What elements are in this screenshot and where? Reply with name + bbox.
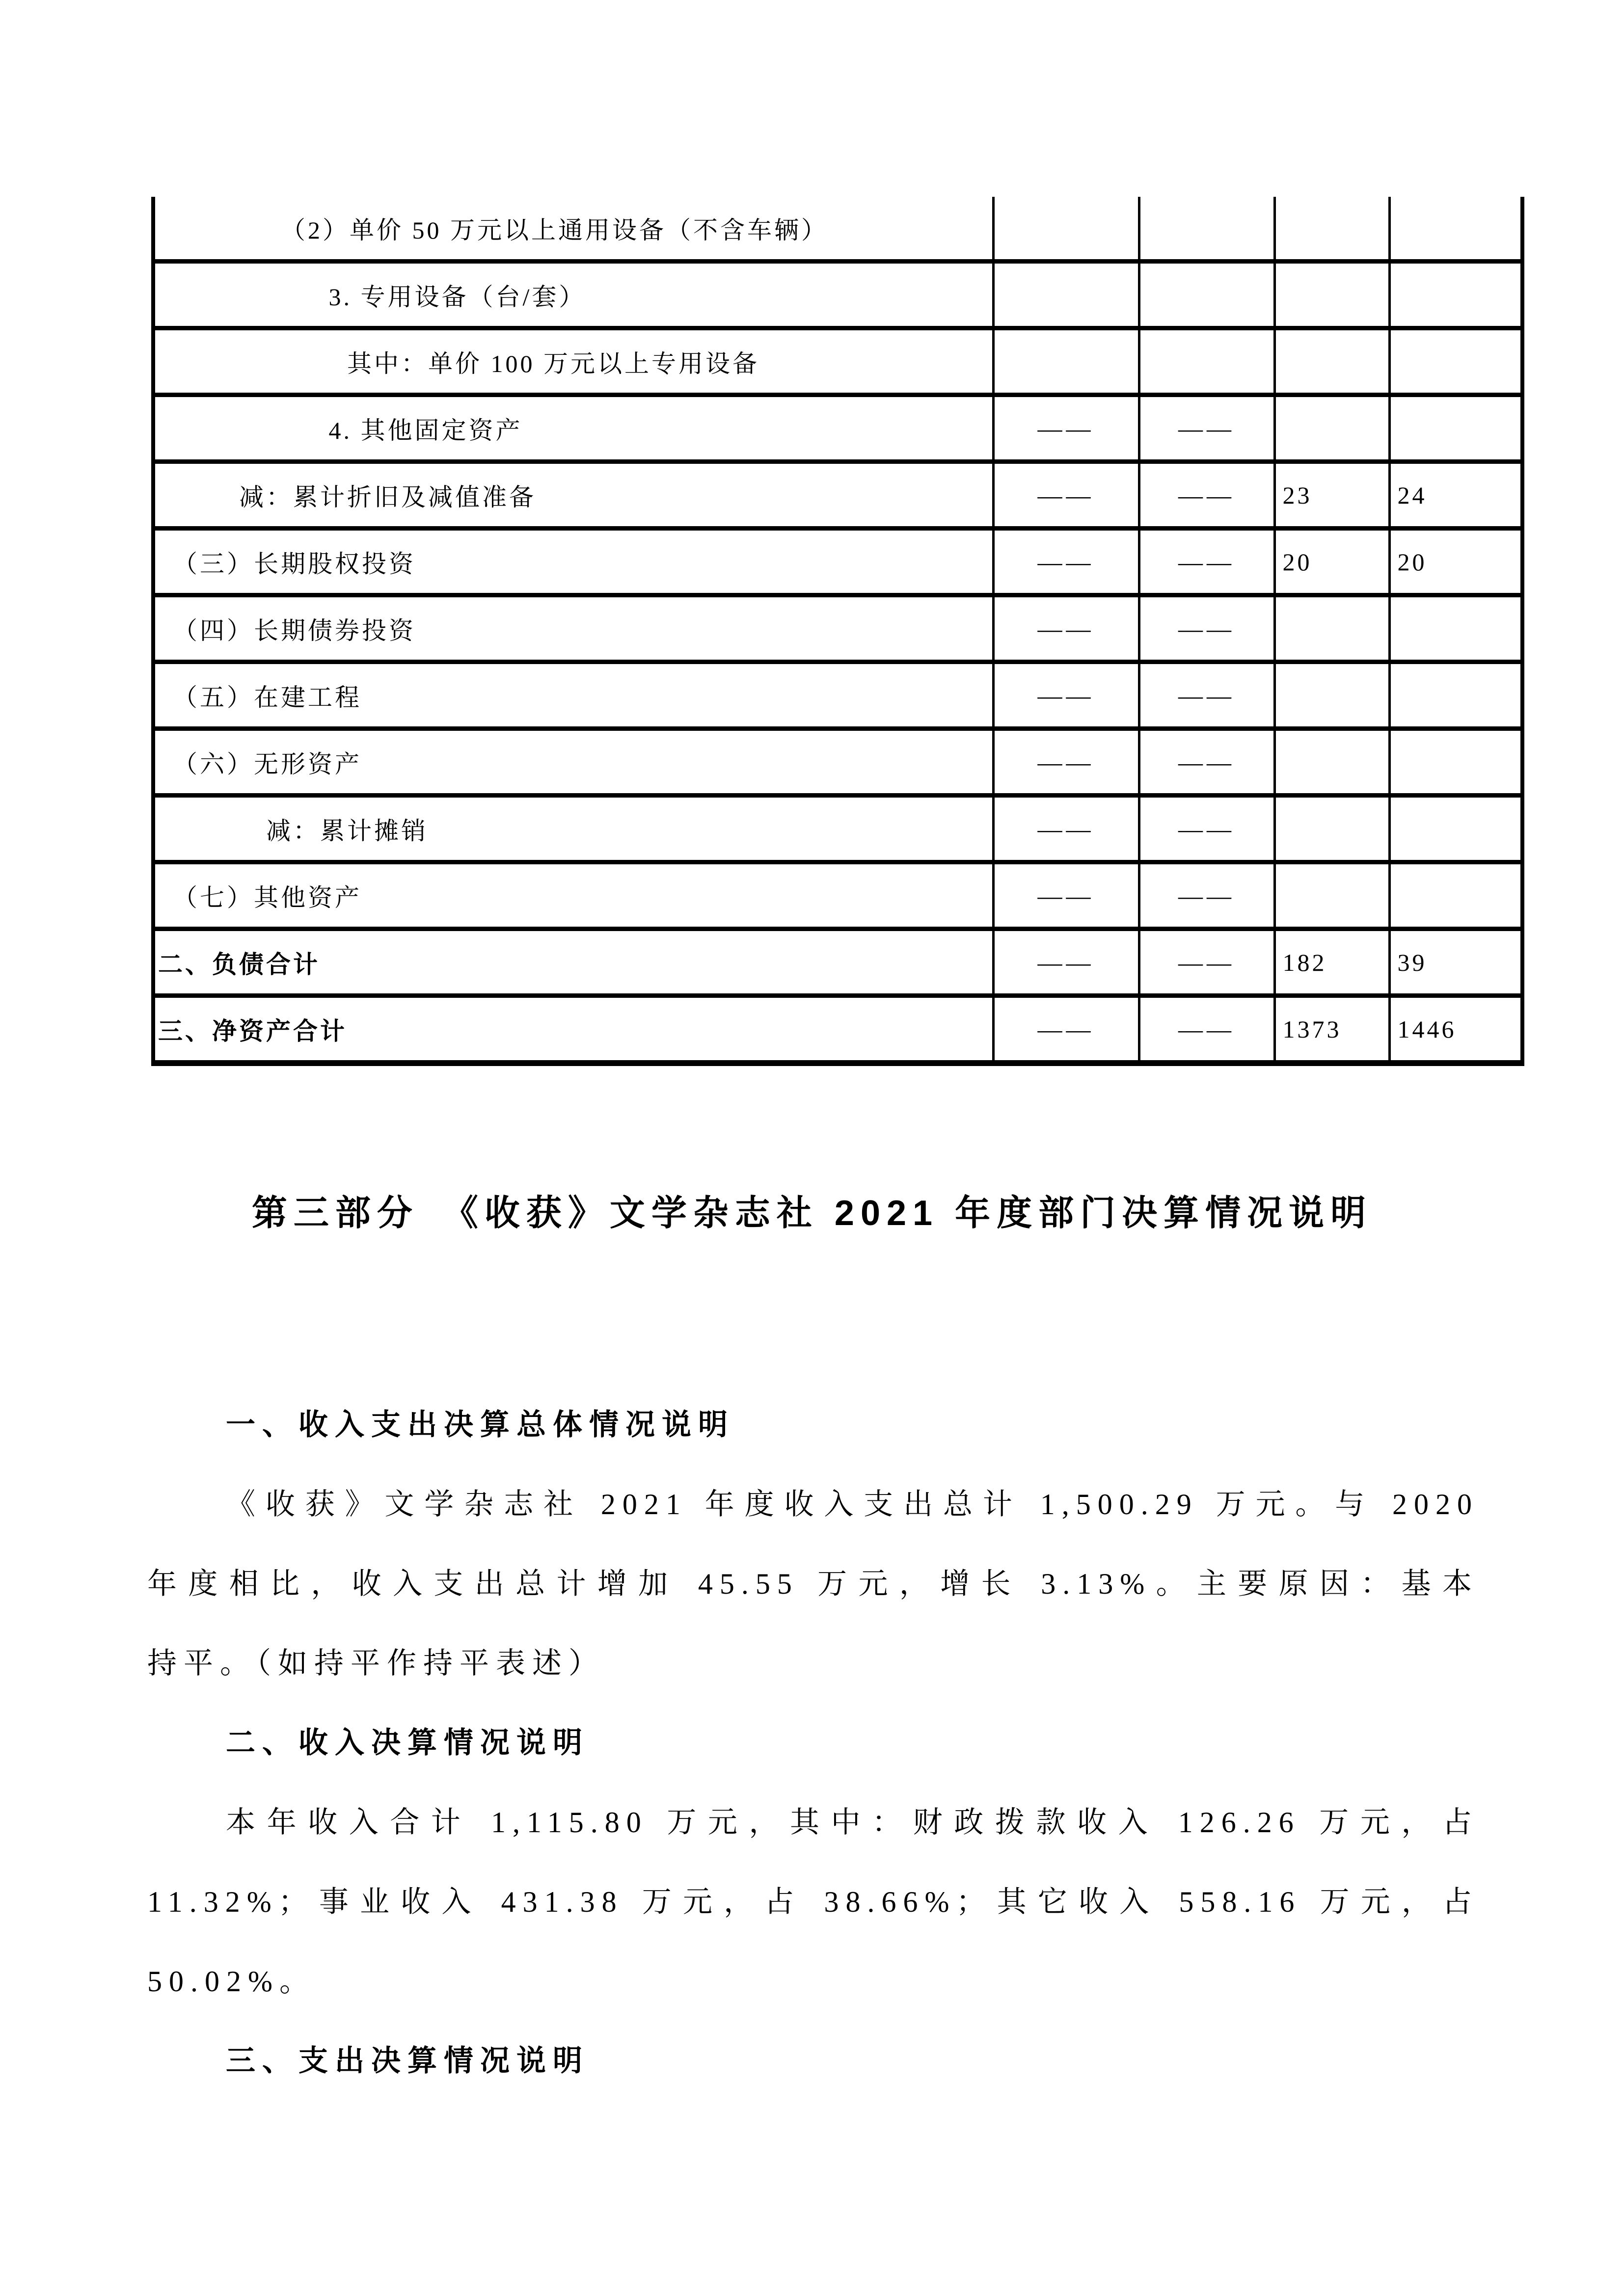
value-cell <box>1389 862 1522 929</box>
value-cell: —— <box>993 529 1139 595</box>
row-label-cell: （七）其他资产 <box>153 862 993 929</box>
value-cell: —— <box>993 862 1139 929</box>
value-cell: —— <box>993 729 1139 796</box>
value-cell <box>993 328 1139 395</box>
value-cell: —— <box>1139 796 1274 862</box>
value-cell <box>993 262 1139 328</box>
balance-sheet-table <box>151 197 1524 1066</box>
value-cell: —— <box>993 796 1139 862</box>
table-row <box>153 328 1522 395</box>
value-cell: —— <box>1139 662 1274 729</box>
value-cell: —— <box>993 395 1139 462</box>
value-cell <box>1274 395 1389 462</box>
value-cell <box>1389 662 1522 729</box>
row-label-cell: 4. 其他固定资产 <box>153 395 993 462</box>
value-cell <box>1274 262 1389 328</box>
value-cell <box>1389 595 1522 662</box>
value-cell: —— <box>1139 929 1274 996</box>
value-cell: 20 <box>1389 529 1522 595</box>
table-row <box>153 662 1522 729</box>
value-cell: —— <box>1139 595 1274 662</box>
value-cell: 39 <box>1389 929 1522 996</box>
value-cell <box>1274 328 1389 395</box>
value-cell <box>1389 197 1522 262</box>
body-line: 50.02%。 <box>147 1965 316 1998</box>
value-cell <box>1389 729 1522 796</box>
value-cell <box>1274 862 1389 929</box>
row-label-cell: 3. 专用设备（台/套） <box>153 262 993 328</box>
row-label-cell: 减：累计摊销 <box>153 796 993 862</box>
section-heading: 二、收入决算情况说明 <box>226 1727 589 1759</box>
balance-sheet-body <box>153 197 1522 1063</box>
body-line: 本年收入合计 1,115.80 万元，其中：财政拨款收入 126.26 万元，占 <box>226 1806 1479 1839</box>
table-row <box>153 729 1522 796</box>
value-cell <box>1274 796 1389 862</box>
row-label-cell: （六）无形资产 <box>153 729 993 796</box>
value-cell: —— <box>1139 395 1274 462</box>
table-row <box>153 529 1522 595</box>
row-label-cell: 三、净资产合计 <box>153 996 993 1064</box>
table-row <box>153 595 1522 662</box>
part3-title: 第三部分 《收获》文学杂志社 2021 年度部门决算情况说明 <box>251 1194 1373 1233</box>
row-label-cell: （三）长期股权投资 <box>153 529 993 595</box>
table-row <box>153 996 1522 1064</box>
section-heading: 一、收入支出决算总体情况说明 <box>226 1409 734 1441</box>
value-cell: —— <box>1139 996 1274 1064</box>
row-label-cell: （2）单价 50 万元以上通用设备（不含车辆） <box>153 197 993 262</box>
value-cell <box>1274 595 1389 662</box>
value-cell <box>1139 197 1274 262</box>
row-label-cell: 二、负债合计 <box>153 929 993 996</box>
value-cell: 1373 <box>1274 996 1389 1064</box>
value-cell: —— <box>993 996 1139 1064</box>
value-cell <box>1274 662 1389 729</box>
value-cell: —— <box>993 595 1139 662</box>
body-line: 《收获》文学杂志社 2021 年度收入支出总计 1,500.29 万元。与 2020 <box>226 1488 1479 1521</box>
value-cell <box>1389 796 1522 862</box>
value-cell <box>1389 262 1522 328</box>
value-cell: —— <box>993 662 1139 729</box>
value-cell: —— <box>1139 729 1274 796</box>
value-cell: —— <box>1139 529 1274 595</box>
table-row <box>153 796 1522 862</box>
body-line: 持平。（如持平作持平表述） <box>147 1647 605 1680</box>
table-row <box>153 862 1522 929</box>
value-cell: 24 <box>1389 462 1522 529</box>
value-cell: 1446 <box>1389 996 1522 1064</box>
section-heading: 三、支出决算情况说明 <box>226 2045 589 2077</box>
row-label-cell: 其中：单价 100 万元以上专用设备 <box>153 328 993 395</box>
value-cell: —— <box>1139 862 1274 929</box>
table-row <box>153 929 1522 996</box>
row-label-cell: （四）长期债券投资 <box>153 595 993 662</box>
value-cell: —— <box>993 929 1139 996</box>
body-line: 11.32%；事业收入 431.38 万元，占 38.66%；其它收入 558.16 万元，占 <box>147 1886 1479 1918</box>
value-cell: 182 <box>1274 929 1389 996</box>
table-row <box>153 262 1522 328</box>
value-cell <box>1139 262 1274 328</box>
table-row <box>153 462 1522 529</box>
value-cell <box>993 197 1139 262</box>
value-cell: 20 <box>1274 529 1389 595</box>
value-cell <box>1389 328 1522 395</box>
table-row <box>153 197 1522 262</box>
value-cell <box>1389 395 1522 462</box>
report-text <box>147 1385 1479 2101</box>
value-cell <box>1274 197 1389 262</box>
value-cell <box>1139 328 1274 395</box>
value-cell: 23 <box>1274 462 1389 529</box>
row-label-cell: （五）在建工程 <box>153 662 993 729</box>
table-row <box>153 395 1522 462</box>
row-label-cell: 减：累计折旧及减值准备 <box>153 462 993 529</box>
value-cell: —— <box>1139 462 1274 529</box>
value-cell <box>1274 729 1389 796</box>
body-line: 年度相比，收入支出总计增加 45.55 万元，增长 3.13%。主要原因：基本 <box>147 1568 1479 1600</box>
value-cell: —— <box>993 462 1139 529</box>
